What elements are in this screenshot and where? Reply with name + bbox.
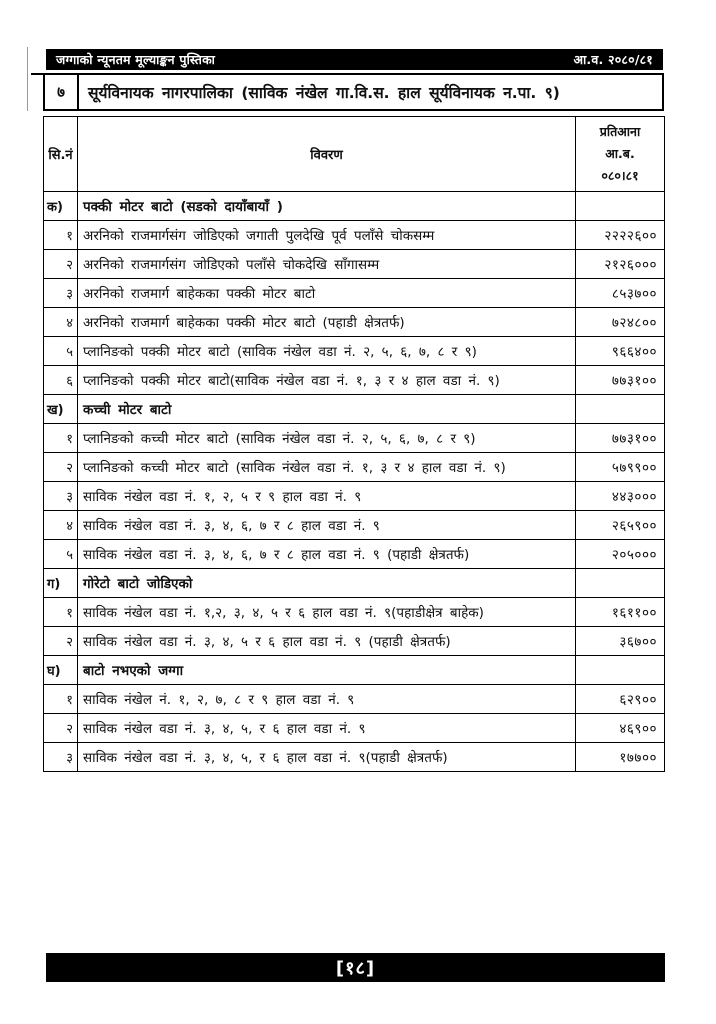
header-bar xyxy=(46,49,663,70)
table-row xyxy=(44,337,665,366)
table-row xyxy=(44,250,665,279)
row-serial: घ) xyxy=(44,656,78,685)
table-row xyxy=(44,453,665,482)
table-row xyxy=(44,569,665,598)
row-rate-value: ३६७०० xyxy=(576,627,665,656)
row-description: प्लानिङको पक्की मोटर बाटो(साविक नंखेल वडा नं. १, ३ र ४ हाल वडा नं. ९) xyxy=(78,366,576,395)
valuation-table xyxy=(43,116,665,772)
table-body xyxy=(44,192,665,772)
row-serial: ख) xyxy=(44,395,78,424)
row-description: साविक नंखेल वडा नं. ३, ४, ५ र ६ हाल वडा नं. ९ (पहाडी क्षेत्रतर्फ) xyxy=(78,627,576,656)
row-description: साविक नंखेल वडा नं. १,२, ३, ४, ५ र ६ हाल वडा नं. ९(पहाडीक्षेत्र बाहेक) xyxy=(78,598,576,627)
row-description: अरनिको राजमार्गसंग जोडिएको जगाती पुलदेखि पूर्व पलाँसे चोकसम्म xyxy=(78,221,576,250)
column-header-rate xyxy=(576,117,665,192)
table-row xyxy=(44,395,665,424)
row-serial: १ xyxy=(44,424,78,453)
row-serial: ६ xyxy=(44,366,78,395)
row-rate-value: ७७३१०० xyxy=(576,424,665,453)
column-header-description: विवरण xyxy=(78,117,576,192)
footer-bar xyxy=(46,953,665,982)
row-description: अरनिको राजमार्ग बाहेकका पक्की मोटर बाटो (पहाडी क्षेत्रतर्फ) xyxy=(78,308,576,337)
table-row xyxy=(44,685,665,714)
row-serial: ३ xyxy=(44,482,78,511)
rate-header-line2: आ.ब. xyxy=(605,146,635,162)
row-serial: २ xyxy=(44,453,78,482)
table-row xyxy=(44,627,665,656)
rate-header-line1: प्रतिआना xyxy=(599,124,641,140)
row-description: गोरेटो बाटो जोडिएको xyxy=(78,569,576,598)
row-description: प्लानिङको कच्ची मोटर बाटो (साविक नंखेल वडा नं. २, ५, ६, ७, ८ र ९) xyxy=(78,424,576,453)
row-serial: २ xyxy=(44,250,78,279)
row-serial: १ xyxy=(44,685,78,714)
row-rate-value: ९६६४०० xyxy=(576,337,665,366)
row-description: अरनिको राजमार्ग बाहेकका पक्की मोटर बाटो xyxy=(78,279,576,308)
row-serial: ग) xyxy=(44,569,78,598)
table-row xyxy=(44,656,665,685)
row-rate-value: २०५००० xyxy=(576,540,665,569)
row-rate-value xyxy=(576,192,665,221)
row-description: साविक नंखेल नं. १, २, ७, ८ र ९ हाल वडा नं. ९ xyxy=(78,685,576,714)
row-serial: ३ xyxy=(44,279,78,308)
row-description: साविक नंखेल वडा नं. १, २, ५ र ९ हाल वडा नं. ९ xyxy=(78,482,576,511)
table-row xyxy=(44,714,665,743)
row-description: साविक नंखेल वडा नं. ३, ४, ५, र ६ हाल वडा नं. ९ xyxy=(78,714,576,743)
row-serial: २ xyxy=(44,627,78,656)
row-serial: ५ xyxy=(44,337,78,366)
scan-edge-line xyxy=(27,47,28,111)
row-serial: ५ xyxy=(44,540,78,569)
row-description: पक्की मोटर बाटो (सडको दायाँबायाँ ) xyxy=(78,192,576,221)
row-serial: ४ xyxy=(44,511,78,540)
table-row xyxy=(44,743,665,772)
row-rate-value xyxy=(576,395,665,424)
table-row xyxy=(44,279,665,308)
row-description: प्लानिङको कच्ची मोटर बाटो (साविक नंखेल वडा नं. १, ३ र ४ हाल वडा नं. ९) xyxy=(78,453,576,482)
row-rate-value: १६११०० xyxy=(576,598,665,627)
row-description: साविक नंखेल वडा नं. ३, ४, ६, ७ र ८ हाल वडा नं. ९ xyxy=(78,511,576,540)
table-row xyxy=(44,424,665,453)
table-row xyxy=(44,192,665,221)
row-rate-value: १७७०० xyxy=(576,743,665,772)
table-header-row xyxy=(44,117,665,192)
row-serial: ४ xyxy=(44,308,78,337)
row-description: अरनिको राजमार्गसंग जोडिएको पलाँसे चोकदेखि साँगासम्म xyxy=(78,250,576,279)
municipality-title-box xyxy=(43,73,664,111)
row-serial: १ xyxy=(44,221,78,250)
booklet-title: जग्गाको न्यूनतम मूल्याङ्कन पुस्तिका xyxy=(56,52,216,67)
row-rate-value: २२२२६०० xyxy=(576,221,665,250)
municipality-title: सूर्यविनायक नागरपालिका (साविक नंखेल गा.वि.स. हाल सूर्यविनायक न.पा. ९) xyxy=(88,84,560,102)
row-description: कच्ची मोटर बाटो xyxy=(78,395,576,424)
row-rate-value: ४६९०० xyxy=(576,714,665,743)
column-header-serial: सि.नं xyxy=(44,117,78,192)
rate-header-line3: ०८०।८१ xyxy=(601,167,639,183)
table-row xyxy=(44,221,665,250)
row-rate-value: ६२९०० xyxy=(576,685,665,714)
row-rate-value: ५७९९०० xyxy=(576,453,665,482)
row-rate-value: ७७३१०० xyxy=(576,366,665,395)
page-number: [१८] xyxy=(335,957,376,979)
row-serial: १ xyxy=(44,598,78,627)
table-row xyxy=(44,511,665,540)
row-description: बाटो नभएको जग्गा xyxy=(78,656,576,685)
row-description: प्लानिङको पक्की मोटर बाटो (साविक नंखेल वडा नं. २, ५, ६, ७, ८ र ९) xyxy=(78,337,576,366)
row-description: साविक नंखेल वडा नं. ३, ४, ६, ७ र ८ हाल वडा नं. ९ (पहाडी क्षेत्रतर्फ) xyxy=(78,540,576,569)
table-row xyxy=(44,540,665,569)
row-serial: क) xyxy=(44,192,78,221)
row-rate-value xyxy=(576,656,665,685)
row-rate-value xyxy=(576,569,665,598)
row-description: साविक नंखेल वडा नं. ३, ४, ५, र ६ हाल वडा नं. ९(पहाडी क्षेत्रतर्फ) xyxy=(78,743,576,772)
row-rate-value: ७२४८०० xyxy=(576,308,665,337)
table-row xyxy=(44,366,665,395)
fiscal-year: आ.व. २०८०/८१ xyxy=(573,52,653,67)
row-rate-value: २१२६००० xyxy=(576,250,665,279)
row-serial: ३ xyxy=(44,743,78,772)
table-row xyxy=(44,308,665,337)
table-row xyxy=(44,482,665,511)
row-rate-value: २६५९०० xyxy=(576,511,665,540)
table-row xyxy=(44,598,665,627)
row-rate-value: ४४३००० xyxy=(576,482,665,511)
municipality-serial-number: ७ xyxy=(45,75,79,109)
row-rate-value: ८५३७०० xyxy=(576,279,665,308)
row-serial: २ xyxy=(44,714,78,743)
